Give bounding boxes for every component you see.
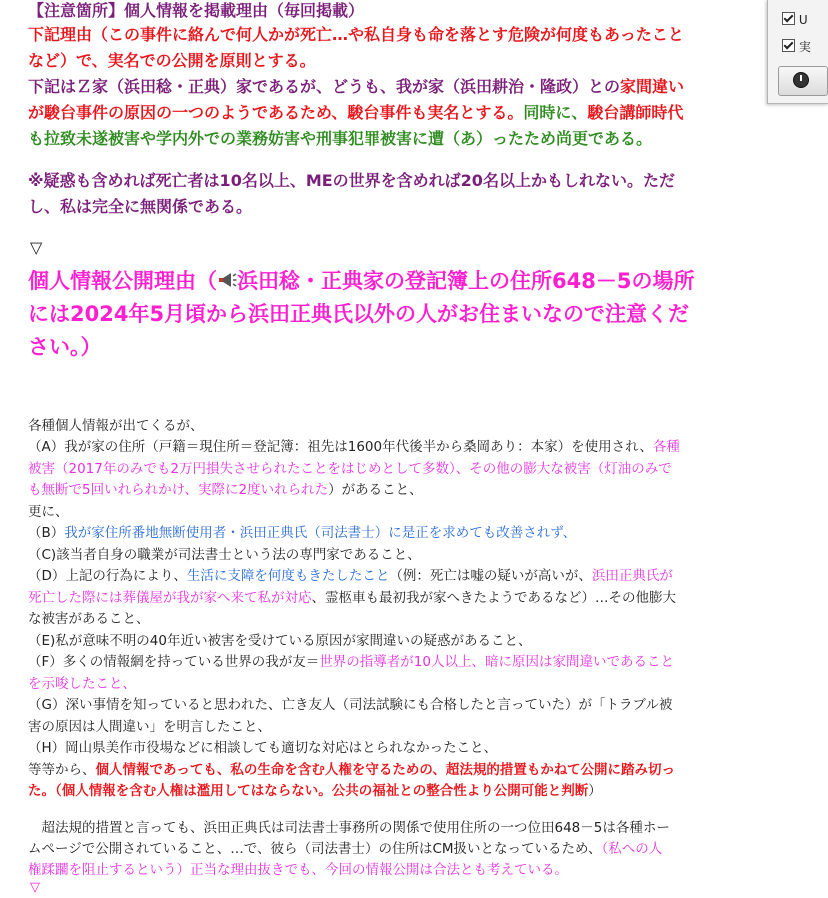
item-d-line-2-rest: 、霊柩車も最初我が家へきたようであるなど）…その他膨大	[311, 590, 676, 606]
item-c: （C)該当者自身の職業が司法書士という法の専門家であること、	[28, 547, 421, 563]
p2-text-a: 下記はＺ家（浜田稔・正典）家であるが、どうも、我が家（浜田耕治・隆政）との	[28, 77, 621, 96]
last-para-a: ムページで公開されていること、…で、彼ら（司法書士）の住所はCM扱いとなっているため、	[28, 841, 602, 857]
clock-button[interactable]	[778, 66, 828, 96]
item-d-line-2-pink: 死亡した際には葬儀屋が我が家へ来て私が対応	[28, 590, 312, 606]
item-f-pink: 世界の指導者が10人以上、暗に原因は家間違いであること	[319, 654, 674, 670]
item-d-pink: 浜田正典氏が	[591, 568, 673, 584]
conclusion-line-2	[28, 781, 602, 803]
body-intro: 各種個人情報が出てくるが、	[28, 418, 204, 434]
reason-line-2: など）で、実名での公開を原則とする。	[28, 51, 316, 70]
disclosure-heading-line-1	[28, 265, 694, 298]
checkbox-2[interactable]	[782, 39, 795, 52]
item-f-line-1	[28, 652, 674, 674]
item-e: （E)私が意味不明の40年近い被害を受けている原因が家間違いの疑惑があること、	[28, 633, 532, 649]
note-line-2: し、私は完全に無関係である。	[28, 197, 253, 216]
last-para-pink: （私への人	[601, 841, 663, 857]
item-d-line-1	[28, 566, 673, 588]
p2-line2-c: 駿台講師時代	[587, 103, 684, 122]
item-d-blue: 生活に支障を何度もきたしたこと	[186, 568, 390, 584]
item-a-line-1	[28, 437, 680, 459]
item-d-a: （D）上記の行為により、	[28, 568, 187, 584]
item-b	[28, 523, 576, 545]
checkbox-row-2[interactable]	[782, 38, 811, 56]
item-f-line-2: を示唆したこと、	[28, 676, 136, 692]
p2-text-b: 家間違い	[620, 77, 685, 96]
notice-heading: 【注意箇所】個人情報を掲載理由（毎回掲載）	[28, 1, 365, 20]
item-d-line-2	[28, 588, 676, 610]
checkbox-1-label: U	[798, 13, 808, 27]
triangle-marker-2: ▽	[30, 880, 40, 895]
triangle-marker-1: ▽	[30, 238, 43, 257]
paragraph-2-line-3: も拉致未遂被害や学内外での業務妨害や刑事犯罪被害に遭（あ）ったため尚更である。	[28, 129, 653, 148]
p2-line2-a: が駿台事件の原因の一つのようであるため、駿台事件も実名とする。	[28, 103, 524, 122]
heading-line-1-rest: 浜田稔・正典家の登記簿上の住所648－5の場所	[237, 269, 695, 293]
side-panel	[767, 0, 828, 104]
reason-line-1: 下記理由（この事件に絡んで何人かが死亡…や私自身も命を落とす危険が何度もあったこと	[28, 25, 684, 44]
last-para-line-1: 超法規的措置と言っても、浜田正典氏は司法書士事務所の関係で使用住所の一つ位田648－5は各種ホー	[28, 820, 670, 836]
item-d-b: （例：死亡は嘘の疑いが高いが、	[389, 568, 592, 584]
item-g-line-1: （G）深い事情を知っていると思われた、亡き友人（司法試験にも合格したと言っていた）が「トラブル被	[28, 697, 673, 713]
paragraph-2-line-1	[28, 74, 684, 100]
last-para-line-3: 権蹂躙を阻止するという）正当な理由抜きでも、今回の情報公開は合法とも考えている。	[28, 862, 568, 878]
body-more: 更に、	[28, 504, 69, 520]
item-a-line-2: 被害（2017年のみでも2万円損失させられたことをはじめとして多数）、その他の膨大な被害（灯油のみで	[28, 461, 672, 477]
note-line-1: ※疑惑も含めれば死亡者は10名以上、MEの世界を含めれば20名以上かもしれない。ただ	[28, 171, 675, 190]
item-b-prefix: （B）	[28, 525, 65, 541]
item-a-line-3-pink: も無断で5回いれられかけ、実際に2度いれられた	[28, 482, 329, 498]
item-f-a: （F）多くの情報網を持っている世界の我が友＝	[28, 654, 320, 670]
last-para-line-2	[28, 839, 662, 861]
conclusion-a: 等等から、	[28, 762, 96, 778]
item-a-line-3	[28, 480, 423, 502]
megaphone-icon	[217, 266, 237, 282]
checkbox-2-label: 実	[798, 40, 811, 54]
item-a-pink: 各種	[652, 439, 680, 455]
paragraph-2-line-2	[28, 100, 683, 126]
item-d-line-3: な被害があること、	[28, 611, 150, 627]
checkbox-1[interactable]	[782, 12, 795, 25]
disclosure-heading-line-2: には2024年5月頃から浜田正典氏以外の人がお住まいなので注意くだ	[28, 302, 690, 326]
checkbox-row-1[interactable]	[782, 12, 808, 30]
item-a-line-3-rest: ）があること、	[328, 482, 423, 498]
conclusion-line-2-red: た。（個人情報を含む人権は濫用してはならない。公共の福祉との整合性より公開可能と判断	[28, 783, 589, 799]
item-a-text: （A）我が家の住所（戸籍＝現住所＝登記簿：祖先は1600年代後半から桑岡あり：本家）を使用され、	[28, 439, 653, 455]
conclusion-line-2-rest: ）	[588, 783, 602, 799]
item-b-text: 我が家住所番地無断使用者・浜田正典氏（司法書士）に是正を求めても改善されず、	[64, 525, 577, 541]
disclosure-heading-line-3: さい。）	[28, 335, 102, 359]
conclusion-line-1	[28, 760, 675, 782]
clock-icon	[793, 72, 809, 88]
heading-prefix: 個人情報公開理由（	[28, 269, 217, 293]
item-h: （H）岡山県美作市役場などに相談しても適切な対応はとられなかったこと、	[28, 740, 498, 756]
item-g-line-2: 害の原因は人間違い」を明言したこと、	[28, 719, 271, 735]
p2-line2-b: 同時に、	[523, 103, 588, 122]
conclusion-red: 個人情報であっても、私の生命を含む人権を守るための、超法規的措置もかねて公開に踏み切っ	[95, 762, 675, 778]
